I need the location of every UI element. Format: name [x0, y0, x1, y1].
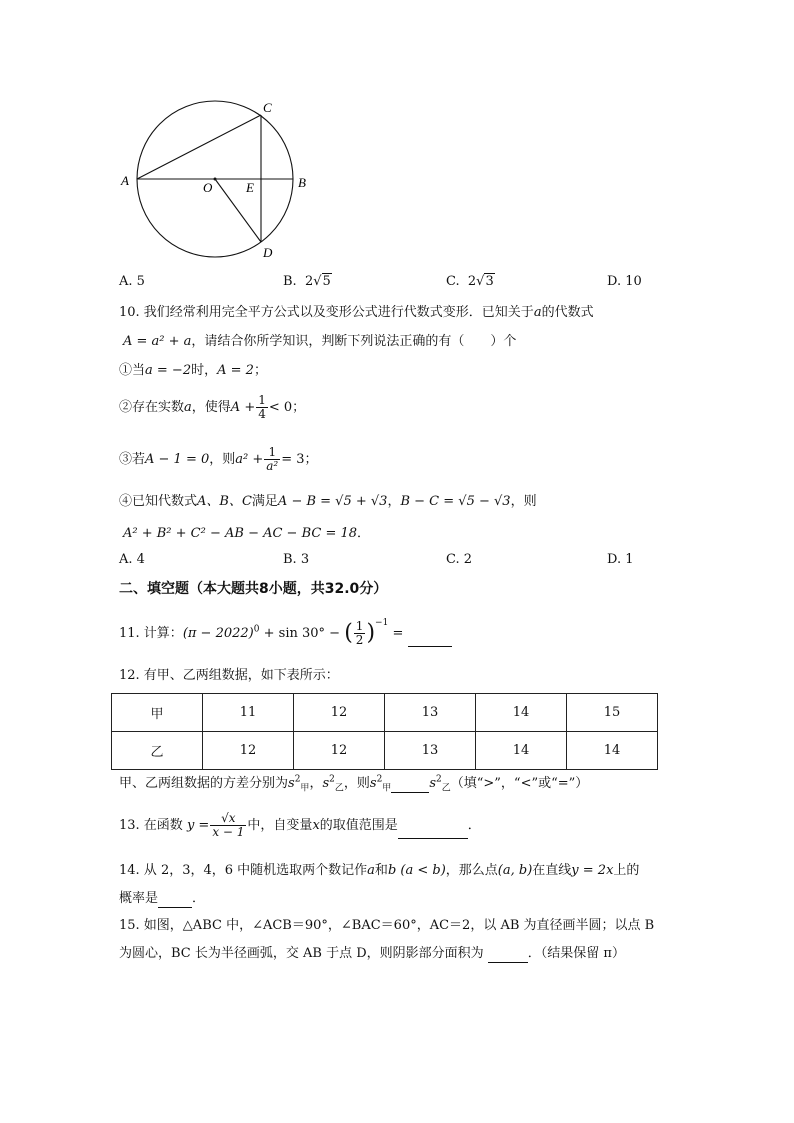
s3-end: = 3；	[281, 452, 318, 467]
table-row	[112, 694, 658, 732]
s2-prefix: ②存在实数	[119, 400, 185, 415]
q13-post: 中，自变量	[247, 818, 313, 833]
s2-fraction	[256, 394, 268, 421]
s1-val: A = 2	[217, 363, 254, 378]
q14-mid2: 在直线	[532, 863, 572, 878]
table-cell: 14	[476, 694, 567, 732]
q11-expr2: + sin 30° −	[263, 626, 341, 641]
q10-text: 10. 我们经常利用完全平方公式以及变形公式进行代数式变形．已知关于	[119, 305, 534, 320]
q14-mid: ，那么点	[445, 863, 498, 878]
q10-var-a: a	[533, 305, 542, 320]
q9-option-c-coef: 2	[467, 274, 477, 289]
q14-l2: 概率是	[119, 891, 159, 906]
q12-after: 甲、乙两组数据的方差分别为	[119, 776, 289, 791]
q10-statement-1	[119, 362, 267, 380]
table-cell: 12	[203, 732, 294, 770]
q10-option-b[interactable]: B. 3	[283, 552, 310, 567]
s4-dot: ．	[357, 526, 371, 541]
q13-fraction	[210, 812, 246, 839]
q13-post2: 的取值范围是	[319, 818, 398, 833]
row-name: 甲	[112, 694, 203, 732]
q15-line2	[119, 945, 625, 963]
row-name: 乙	[112, 732, 203, 770]
table-row	[112, 732, 658, 770]
s2-var: a	[184, 400, 192, 415]
s1-end: ；	[253, 363, 267, 378]
q12-sub-b: 乙	[334, 783, 344, 794]
q12-sub-a: 甲	[300, 783, 310, 794]
s2-num: 1	[258, 393, 266, 407]
q11: 11. 计算：$(\pi - 2022)^0 + \sin 30^\circ$ − ( $\frac{1}{2}$ )$^{-1}$ =	[119, 620, 452, 647]
chord-ac	[137, 115, 261, 179]
q11-fraction	[354, 620, 366, 647]
q9-option-b[interactable]: B. 2√5	[283, 274, 331, 289]
q11-answer-blank[interactable]	[408, 632, 452, 647]
q9-option-b-coef: 2	[304, 274, 314, 289]
radius-od	[215, 179, 261, 242]
s2-a: A +	[230, 400, 256, 415]
q12-sub-b-2: 乙	[441, 783, 451, 794]
q12-intro: 12. 有甲、乙两组数据，如下表所示：	[119, 668, 339, 683]
q13-den: x − 1	[212, 825, 245, 839]
q9-option-b-prefix: B.	[283, 274, 297, 289]
s3-cond: A − 1 = 0	[145, 452, 210, 467]
table-cell: 14	[567, 732, 658, 770]
q13-answer-blank[interactable]	[398, 824, 468, 839]
s3-a: a² +	[235, 452, 264, 467]
q14-line1	[119, 862, 639, 880]
q12-s-b: s	[322, 776, 330, 791]
q11-expr1: (π − 2022)	[182, 626, 254, 641]
q14-and: 和	[374, 863, 388, 878]
q12-s-a-2: s	[369, 776, 377, 791]
q9-option-c[interactable]: C. 2√3	[446, 274, 494, 289]
s4-vars: A、B、C	[197, 494, 252, 509]
s3-num: 1	[264, 446, 280, 460]
q9-option-c-prefix: C.	[446, 274, 460, 289]
circle-figure	[110, 95, 320, 265]
section-2-heading: 二、填空题（本大题共8小题，共32.0分）	[119, 581, 388, 597]
s3-fraction	[264, 446, 280, 473]
q11-num: 1	[355, 619, 364, 633]
q13-dot: ．	[467, 818, 481, 833]
q14-a: a	[367, 863, 375, 878]
s4-mid: 满足	[251, 494, 278, 509]
label-d: D	[263, 245, 273, 260]
table-cell: 15	[567, 694, 658, 732]
label-e: E	[246, 180, 254, 195]
q15-l2: 为圆心，BC 长为半径画弧，交 AB 于点 D，则阴影部分面积为	[119, 946, 484, 961]
q10-line2	[123, 333, 516, 351]
table-cell: 13	[385, 732, 476, 770]
q14-b: b	[387, 863, 397, 878]
q11-exp1: −1	[375, 618, 389, 628]
q14-pt: (a, b)	[497, 863, 533, 878]
s2-end: < 0；	[268, 400, 306, 415]
q9-option-c-rad: 3	[485, 274, 494, 289]
q14-end: 上的	[613, 863, 640, 878]
q11-den: 2	[355, 633, 364, 647]
q14-cond: (a < b)	[400, 863, 446, 878]
label-c: C	[263, 100, 272, 115]
q14-line: y = 2x	[571, 863, 614, 878]
s3-mid: ，则	[209, 452, 236, 467]
q11-eq: =	[392, 626, 404, 641]
q14-dot: ．	[192, 891, 206, 906]
q10-statement-4-line2	[123, 525, 370, 543]
label-o: O	[203, 180, 213, 195]
s1-mid: 时，	[191, 363, 218, 378]
q13-x: x	[312, 818, 320, 833]
q12-data-table	[111, 693, 658, 770]
q12-s-a: s	[288, 776, 295, 791]
q11-exp0: 0	[253, 624, 260, 635]
q12-s-b-2: s	[429, 776, 436, 791]
s2-den: 4	[258, 407, 266, 421]
q10-instruction: ，请结合你所学知识，判断下列说法正确的有（ ）个	[191, 334, 517, 349]
q12-then: ，则	[343, 776, 370, 791]
table-cell: 14	[476, 732, 567, 770]
s3-prefix: ③若	[119, 452, 146, 467]
q10-option-a[interactable]: A. 4	[119, 552, 145, 567]
q10-statement-2	[119, 394, 305, 421]
table-cell: 13	[385, 694, 476, 732]
q10-line1	[119, 304, 594, 322]
table-cell: 12	[294, 732, 385, 770]
q12-question: 甲、乙两组数据的方差分别为$s^2_甲$，$s^2_乙$，则$s^2_甲$ $s^2_乙$（填“>”，“<”或“=”）	[119, 774, 589, 794]
center-dot	[214, 178, 217, 181]
q10-statement-3	[119, 446, 318, 473]
q12-sep: ，	[309, 776, 323, 791]
table-cell: 12	[294, 694, 385, 732]
q9-option-b-rad: 5	[322, 274, 331, 289]
q10-option-c[interactable]: C. 2	[446, 552, 473, 567]
q10-statement-4	[119, 493, 537, 511]
q15-line1: 15. 如图，△ABC 中，∠ACB＝90°，∠BAC＝60°，AC＝2，以 AB 为直径画半圆；以点 B	[119, 918, 655, 933]
s4-line2: A² + B² + C² − AB − AC − BC = 18	[123, 526, 358, 541]
q12-tail: （填“>”，“<”或“=”）	[450, 776, 589, 791]
q14-l1a: 14. 从 2，3，4，6 中随机选取两个数记作	[119, 863, 368, 878]
q13-pre: 13. 在函数	[119, 818, 183, 833]
q10-text-end: 的代数式	[541, 305, 594, 320]
q14-line2	[119, 890, 205, 908]
s4-e1: A − B = √5 + √3	[277, 494, 388, 509]
q13	[119, 812, 481, 839]
q15-answer-blank[interactable]	[488, 948, 528, 963]
q10-expr: A = a² + a	[123, 334, 192, 349]
label-b: B	[298, 175, 306, 190]
q14-answer-blank[interactable]	[158, 893, 192, 908]
s1-expr: a = −2	[145, 363, 192, 378]
s2-mid: ，使得	[191, 400, 231, 415]
s4-comma: ，	[387, 494, 401, 509]
q9-option-a[interactable]: A. 5	[119, 274, 145, 289]
q12-answer-blank[interactable]	[391, 778, 429, 793]
s3-den: a²	[266, 459, 279, 473]
q9-option-d[interactable]: D. 10	[607, 274, 642, 289]
s4-prefix: ④已知代数式	[119, 494, 198, 509]
q13-y: y =	[186, 818, 210, 833]
table-cell: 11	[203, 694, 294, 732]
s1-prefix: ①当	[119, 363, 146, 378]
s4-then: ，则	[510, 494, 537, 509]
q12-sub-a-2: 甲	[382, 783, 392, 794]
s4-e2: B − C = √5 − √3	[400, 494, 511, 509]
q15-l2-end: ．（结果保留 π）	[527, 946, 625, 961]
q11-label: 11. 计算：	[119, 626, 183, 641]
q13-num: √x	[210, 812, 246, 826]
label-a: A	[121, 173, 129, 188]
q10-option-d[interactable]: D. 1	[607, 552, 634, 567]
